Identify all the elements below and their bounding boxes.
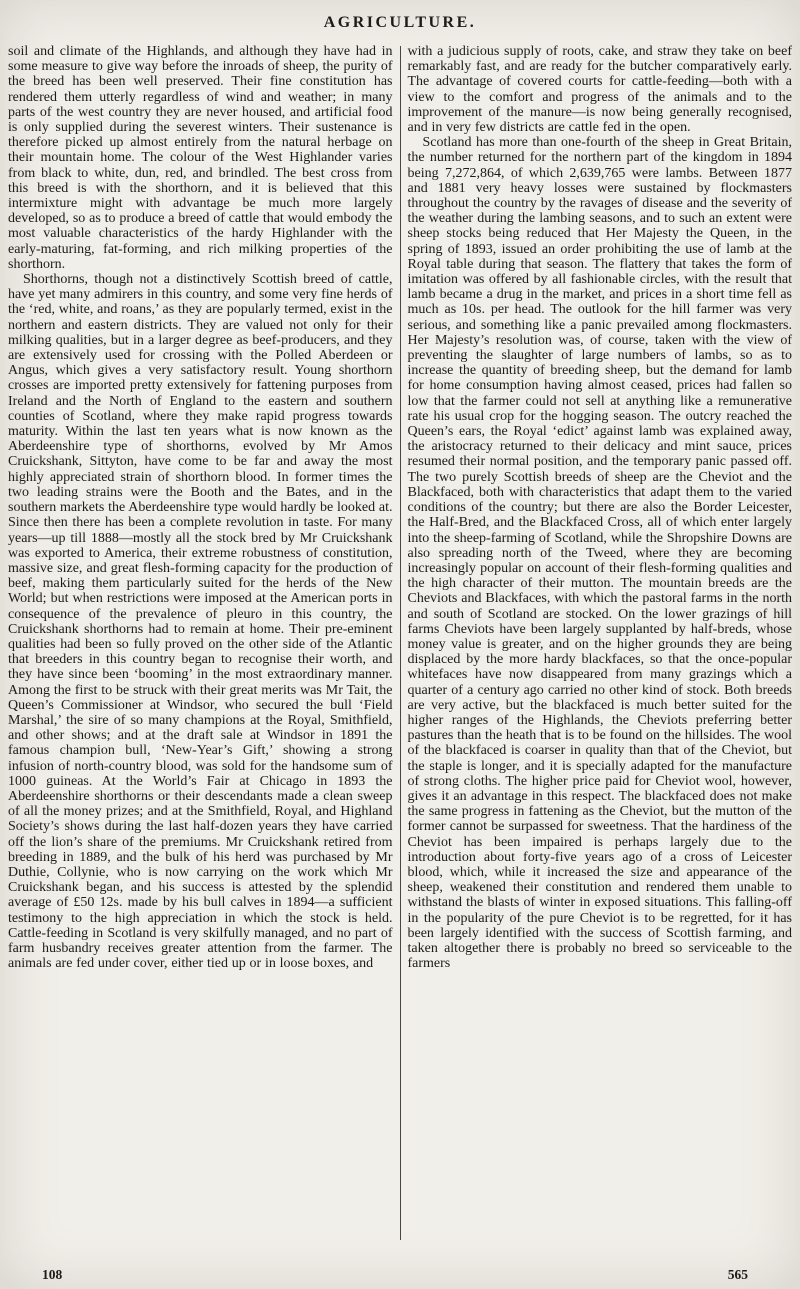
page-number-right: 565 [727, 1267, 748, 1282]
paragraph: with a judicious supply of roots, cake, and straw they take on beef remarkably fast, and are ready for the butcher comparatively early. The advantage of covered courts for cattle-feeding—both with a view to the comfort and progress of the animals and to the improvement of the manure—is now being generally recognised, and in very few districts are cattle fed in the open. [407, 44, 792, 136]
page-footer [0, 1267, 800, 1283]
column-divider-rule [400, 46, 401, 1240]
paragraph: soil and climate of the Highlands, and although they have had in some measure to give way before the inroads of sheep, the purity of the breed has been well preserved. Their fine constitution has rendered them utterly regardless of wind and weather; in many parts of the west country they are never housed, and artificial food is only supplied during the severest winters. Their sustenance is therefore picked up almost entirely from the natural herbage on their mountain home. The colour of the West Highlander varies from black to white, dun, red, and brindled. The best cross from this breed is with the shorthorn, and it is believed that this intermixture might with advantage be much more largely developed, so as to produce a breed of cattle that would embody the most valuable characteristics of the hardy Highlander with the early-maturing, fat-forming, and rich milking properties of the shorthorn. [8, 44, 393, 272]
left-column [6, 44, 395, 1256]
paragraph: Scotland has more than one-fourth of the sheep in Great Britain, the number returned for the northern part of the kingdom in 1894 being 7,272,864, of which 2,639,765 were lambs. Between 1877 and 1881 very heavy losses were sustained by flockmasters throughout the country by the ravages of disease and the severity of the weather during the lambing seasons, and to such an extent were sheep stocks being reduced that Her Majesty the Queen, in the spring of 1893, issued an order prohibiting the use of lamb at the Royal table during that season. The flattery that takes the form of imitation was offered by all fashionable circles, with the result that lamb became a drug in the market, and prices in a short time fell as much as 10s. per head. The outlook for the hill farmer was very serious, and something like a panic prevailed among flockmasters. Her Majesty’s resolution was, of course, taken with the view of preventing the slaughter of large numbers of lambs, so as to increase the quantity of breeding sheep, but the demand for lamb for home consumption having almost ceased, prices had fallen so low that the farmer could not sell at anything like a remunerative rate his usual crop for the hogging season. The outcry reached the Queen’s ears, the Royal ‘edict’ against lamb was explained away, the aristocracy returned to their delicacy and mint sauce, prices resumed their normal position, and the temporary panic passed off. The two purely Scottish breeds of sheep are the Cheviot and the Blackfaced, both with characteristics that adapt them to the varied conditions of the country; but there are also the Border Leicester, the Half-Bred, and the Blackfaced Cross, all of which enter largely into the sheep-farming of Scotland, while the Shropshire Downs are also spreading north of the Tweed, where they are becoming increasingly popular on account of their flesh-forming qualities and the high character of their mutton. The mountain breeds are the Cheviots and Blackfaces, with which the pastoral farms in the north and south of Scotland are stocked. On the lower grazings of hill farms Cheviots have been largely supplanted by half-breds, whose money value is greater, and on the higher grounds they are being displaced by the more hardy blackfaces, so that the once-popular whitefaces have now disappeared from many grazings which a quarter of a century ago carried no other kind of stock. Both breeds are very active, but the blackfaced is much better suited for the higher ranges of the Highlands, the Cheviots preferring better pastures than the heath that is to be found on the hillsides. The wool of the blackfaced is coarser in quality than that of the Cheviot, but the staple is longer, and it is specially adapted for the manufacture of strong cloths. The higher price paid for Cheviot wool, however, gives it an advantage in this respect. The blackfaced does not make the same progress in fattening as the Cheviot, but the mutton of the former cannot be surpassed for sweetness. That the hardiness of the Cheviot has been impaired is perhaps largely due to the introduction about forty-five years ago of a cross of Leicester blood, which, while it increased the size and appearance of the sheep, weakened their constitution and rendered them unable to withstand the blasts of winter in exposed situations. This falling-off in the popularity of the pure Cheviot is to be regretted, for it has been largely identified with the success of Scottish farming, and taken altogether there is probably no breed so serviceable to the farmers [407, 135, 792, 972]
page-number-left: 108 [42, 1267, 63, 1282]
right-column [406, 44, 795, 1256]
paragraph: Shorthorns, though not a distinctively Scottish breed of cattle, have yet many admirers in this country, and some very fine herds of the ‘red, white, and roans,’ as they are popularly termed, exist in the northern and eastern districts. They are valued not only for their milking qualities, but in a larger degree as beef-producers, and they are extensively used for crossing with the Polled Aberdeen or Angus, which gives a very satisfactory result. Young shorthorn crosses are imported pretty extensively for fattening purposes from Ireland and the North of England to the eastern and southern counties of Scotland, where they make rapid progress towards maturity. Within the last ten years what is now known as the Aberdeenshire type of shorthorns, evolved by Mr Amos Cruickshank, Sittyton, have come to be far and away the most highly appreciated strain of shorthorn blood. In former times the two leading strains were the Booth and the Bates, and in the southern markets the Aberdeenshire type would hardly be looked at. Since then there has been a complete revolution in taste. For many years—up till 1888—mostly all the stock bred by Mr Cruickshank was exported to America, their extreme robustness of constitution, massive size, and great flesh-forming capacity for the production of beef, making them particularly suited for the herds of the New World; but when restrictions were imposed at the American ports in consequence of the prevalence of pleuro in this country, the Cruickshank shorthorns had to remain at home. Their pre-eminent qualities had been so fully proved on the other side of the Atlantic that breeders in this country began to recognise their worth, and they have since been ‘booming’ in the most extraordinary manner. Among the first to be struck with their great merits was Mr Tait, the Queen’s Commissioner at Windsor, who secured the bull ‘Field Marshal,’ the sire of so many champions at the Royal, Smithfield, and other shows; and at the draft sale at Windsor in 1891 the famous champion bull, ‘New-Year’s Gift,’ showing a strong infusion of north-country blood, was sold for the handsome sum of 1000 guineas. At the World’s Fair at Chicago in 1893 the Aberdeenshire shorthorns or their descendants made a clean sweep of all the money prizes; and at the Smithfield, Royal, and Highland Society’s shows during the last half-dozen years they have carried off the lion’s share of the premiums. Mr Cruickshank retired from breeding in 1889, and the bulk of his herd was purchased by Mr Duthie, Collynie, who is now carrying on the work which Mr Cruickshank began, and his success is attested by the splendid average of £50 12s. made by his bull calves in 1894—a sufficient testimony to the high appreciation in which the stock is held. Cattle-feeding in Scotland is very skilfully managed, and no part of farm husbandry receives greater attention from the farmer. The animals are fed under cover, either tied up or in loose boxes, and [8, 272, 393, 972]
text-columns [6, 44, 794, 1256]
page-title: AGRICULTURE. [323, 14, 477, 31]
